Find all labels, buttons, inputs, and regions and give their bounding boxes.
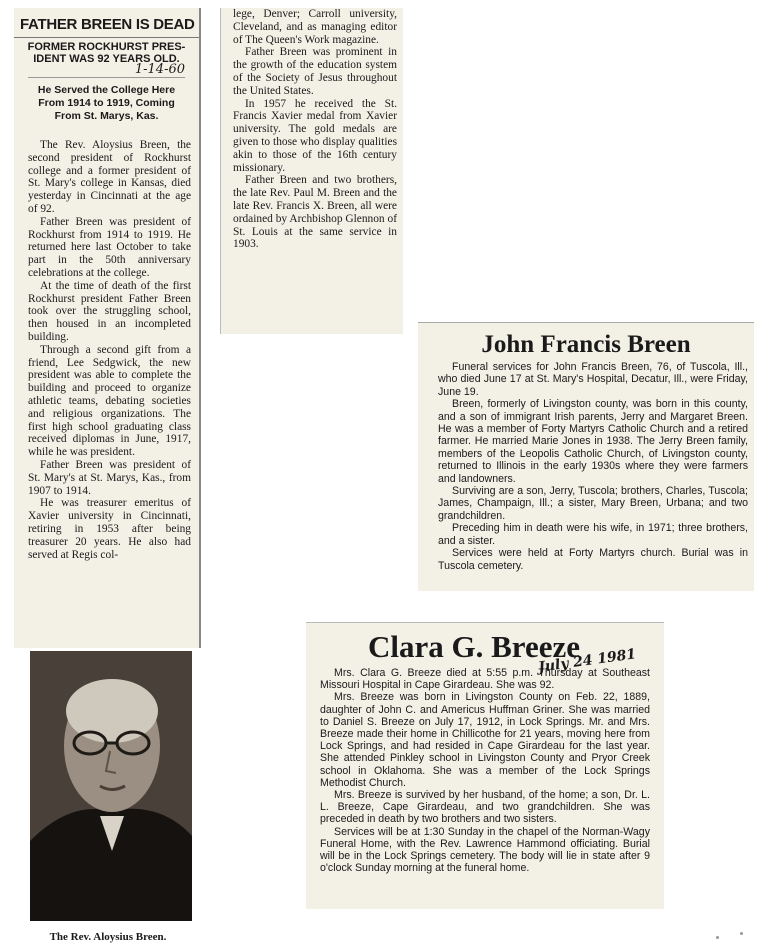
handwritten-date: July 24 1981: [537, 646, 638, 676]
paragraph: The Rev. Aloysius Breen, the second president of Rockhurst college and a former president of St. Mary's college in Kansas, died yesterday in Cincinnati at the age of 92.: [28, 139, 191, 215]
paragraph: Funeral services for John Francis Breen, 76, of Tuscola, Ill., who died June 17 at St. Mary's Hospital, Decatur, Ill., were Friday, June 19.: [438, 361, 748, 398]
obituary-body: [418, 361, 754, 572]
paper-speck: [716, 936, 719, 939]
headline: FATHER BREEN IS DEAD: [14, 8, 199, 38]
deck: [28, 77, 185, 131]
subheadline-line-1: FORMER ROCKHURST PRES-: [27, 41, 186, 53]
paragraph: Through a second gift from a friend, Lee Sedgwick, the new president was able to complete the building and proceed to organize athletic teams, debating societies and religious organizations. The first high school graduating class received diplomas in June, 1917, while he was president.: [28, 343, 191, 459]
obituary-title: Clara G. Breeze: [368, 629, 581, 664]
father-breen-continuation: [220, 8, 403, 334]
paragraph: Father Breen was prominent in the growth of the education system of the Society of Jesus throughout the United States.: [233, 46, 397, 97]
handwritten-date: 1-14-60: [134, 62, 185, 77]
paragraph: In 1957 he received the St. Francis Xavier medal from Xavier university. The gold medals are given to those who display qualities akin to those of the 16th century missionary.: [233, 97, 397, 174]
article-body-continued: [221, 8, 403, 251]
paragraph: Surviving are a son, Jerry, Tuscola; brothers, Charles, Tuscola; James, Champaign, Ill.; a sister, Mary Breen, Urbana; and two grandchildren.: [438, 485, 748, 522]
paragraph: Father Breen and two brothers, the late Rev. Paul M. Breen and the late Rev. Francis X. Breen, all were ordained by Archbishop Glennon of St. Louis at the same service in 1903.: [233, 174, 397, 251]
paragraph: Mrs. Breeze was born in Livingston County on Feb. 22, 1889, daughter of John C. and Americus Huffman Griner. She was married to Daniel S. Breeze on July 17, 1912, in Lock Springs. Mr. and Mrs. Breeze made their home in Chillicothe for 21 years, moving here from Lock Springs, and had resided in Cape Girardeau for the last year. She attended Pinkley school in Livingston County and Pryor Creek school in Oklahoma. She was a member of the Lock Springs Methodist Church.: [320, 691, 650, 789]
clara-breeze-obituary: [306, 622, 664, 909]
subheadline: [14, 38, 199, 65]
john-breen-obituary: [418, 322, 754, 591]
portrait-image: [30, 651, 192, 921]
portrait-photo: [30, 651, 192, 921]
paragraph: Father Breen was president of St. Mary's at St. Marys, Kas., from 1907 to 1914.: [28, 458, 191, 497]
paragraph: Breen, formerly of Livingston county, was born in this county, and a son of immigrant Irish parents, Jerry and Margaret Breen. He was a member of Forty Martyrs Catholic Church and a retired farmer. He married Marie Jones in 1938. The Jerry Breen family, members of the Leopolis Catholic Church, of Livingston county, returned to Illinois in the early 1930s where they were farmers and landowners.: [438, 398, 748, 485]
photo-caption: The Rev. Aloysius Breen.: [18, 928, 198, 946]
paragraph: Father Breen was president of Rockhurst from 1914 to 1919. He returned here last October to take part in the 50th anniversary celebrations at the college.: [28, 215, 191, 279]
paragraph: Services were held at Forty Martyrs church. Burial was in Tuscola cemetery.: [438, 547, 748, 572]
article-body: [14, 131, 199, 561]
obituary-title-row: [306, 623, 664, 676]
paper-speck: [740, 932, 743, 935]
father-breen-clipping: [14, 8, 201, 648]
paragraph: Preceding him in death were his wife, in 1971; three brothers, and a sister.: [438, 522, 748, 547]
paragraph: Mrs. Clara G. Breeze died at 5:55 p.m. Thursday at Southeast Missouri Hospital in Cape Girardeau. She was 92.: [320, 667, 650, 692]
paragraph: Mrs. Breeze is survived by her husband, of the home; a son, Dr. L. L. Breeze, Cape Girardeau, and two grandchildren. She was preceded in death by two brothers and two sisters.: [320, 789, 650, 826]
paragraph: He was treasurer emeritus of Xavier university in Cincinnati, retiring in 1953 after being treasurer 20 years. He also had served at Regis col-: [28, 497, 191, 561]
obituary-title: John Francis Breen: [481, 331, 691, 358]
obituary-body: [306, 663, 664, 874]
deck-line-1: He Served the College Here: [37, 84, 176, 96]
paragraph: At the time of death of the first Rockhurst president Father Breen took over the struggling school, then housed in an incompleted building.: [28, 279, 191, 343]
deck-line-2: From 1914 to 1919, Coming: [38, 97, 175, 109]
deck-line-3: From St. Marys, Kas.: [54, 110, 159, 122]
paragraph: Services will be at 1:30 Sunday in the chapel of the Norman-Wagy Funeral Home, with the Rev. Lawrence Hammond officiating. Burial will be in the Lock Springs cemetery. The body will lie in state after 9 o'clock Sunday morning at the funeral home.: [320, 825, 650, 875]
subheadline-line-2: IDENT WAS 92 YEARS OLD.: [33, 53, 180, 65]
paragraph: lege, Denver; Carroll university, Cleveland, and as managing editor of The Queen's Work magazine.: [233, 8, 397, 46]
